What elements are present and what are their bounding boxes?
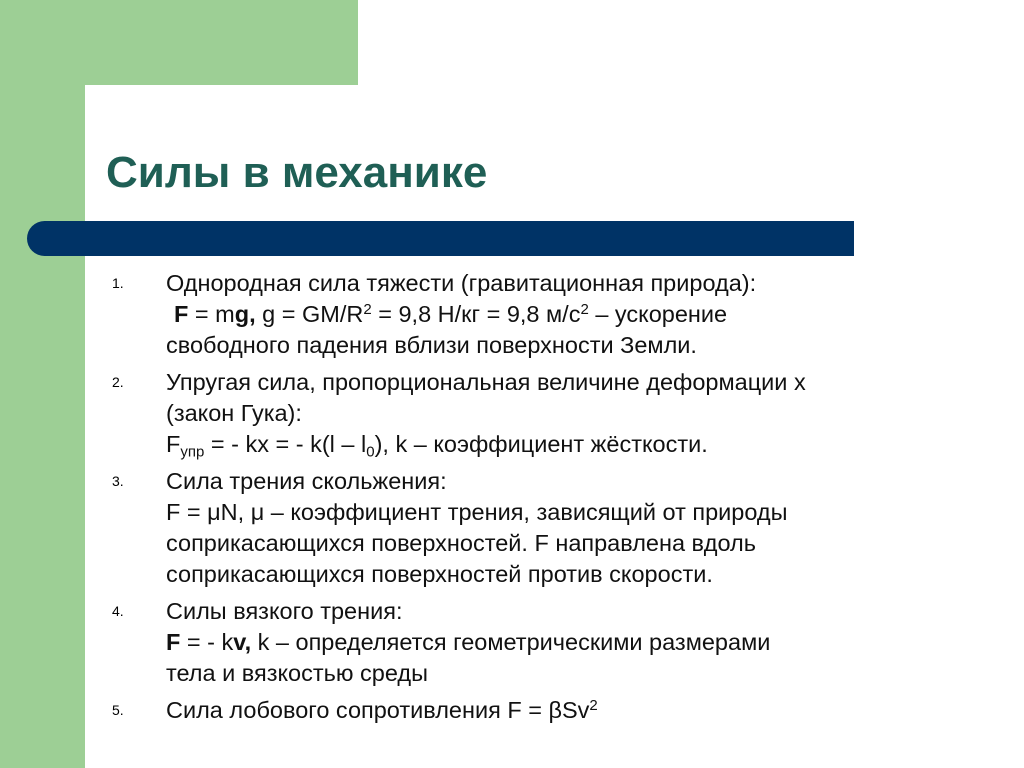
forces-list	[112, 268, 992, 732]
list-item	[112, 367, 992, 460]
formula-part: v,	[233, 629, 252, 655]
item-text	[166, 268, 992, 361]
list-item	[112, 268, 992, 361]
formula-part: = - kx = - k(l – l	[204, 431, 367, 457]
list-item	[112, 695, 992, 726]
item-text	[166, 695, 992, 726]
list-item	[112, 596, 992, 689]
formula-part: F	[166, 629, 181, 655]
list-item	[112, 466, 992, 590]
formula-part: Сила лобового сопротивления F = βSv	[166, 697, 590, 723]
item-text-line	[166, 695, 992, 726]
item-text-line	[166, 627, 992, 658]
formula-part: 2	[363, 300, 372, 318]
item-text	[166, 466, 992, 590]
item-text-line: Однородная сила тяжести (гравитационная природа):	[166, 270, 757, 296]
item-number: 4.	[112, 603, 124, 619]
green-accent-vertical	[0, 0, 85, 768]
item-text-line: Упругая сила, пропорциональная величине деформации x	[166, 369, 806, 395]
item-text-line	[166, 429, 992, 460]
item-text-line: тела и вязкостью среды	[166, 660, 428, 686]
item-text-line: (закон Гука):	[166, 400, 302, 426]
item-text-line	[166, 299, 992, 330]
slide-title: Силы в механике	[106, 148, 488, 197]
formula-part: F	[174, 301, 189, 327]
item-text-line: свободного падения вблизи поверхности Земли.	[166, 332, 697, 358]
formula-part: – ускорение	[588, 301, 728, 327]
formula-part: g,	[234, 301, 256, 327]
formula-part: ), k – коэффициент жёсткости.	[374, 431, 708, 457]
item-number: 1.	[112, 275, 124, 291]
formula-part: k – определяется геометрическими размерами	[251, 629, 771, 655]
title-underline-bar	[27, 221, 854, 256]
formula-part: = - k	[180, 629, 234, 655]
item-text-line: соприкасающихся поверхностей. F направлена вдоль	[166, 530, 757, 556]
item-text	[166, 596, 992, 689]
formula-part: g = GM/R	[255, 301, 364, 327]
formula-part: упр	[180, 443, 205, 461]
formula-part: 0	[366, 443, 375, 461]
item-text-line: F = μN, μ – коэффициент трения, зависящий от природы	[166, 499, 788, 525]
item-text-line: Силы вязкого трения:	[166, 598, 403, 624]
formula-part: F	[166, 431, 181, 457]
item-text	[166, 367, 992, 460]
formula-part: = 9,8 Н/кг = 9,8 м/с	[371, 301, 581, 327]
formula-part: = m	[188, 301, 235, 327]
item-number: 3.	[112, 473, 124, 489]
formula-part: 2	[589, 696, 598, 714]
item-number: 5.	[112, 702, 124, 718]
item-text-line: соприкасающихся поверхностей против скорости.	[166, 561, 713, 587]
item-number: 2.	[112, 374, 124, 390]
green-accent-top	[0, 0, 358, 85]
item-text-line: Сила трения скольжения:	[166, 468, 447, 494]
formula-part: 2	[580, 300, 589, 318]
